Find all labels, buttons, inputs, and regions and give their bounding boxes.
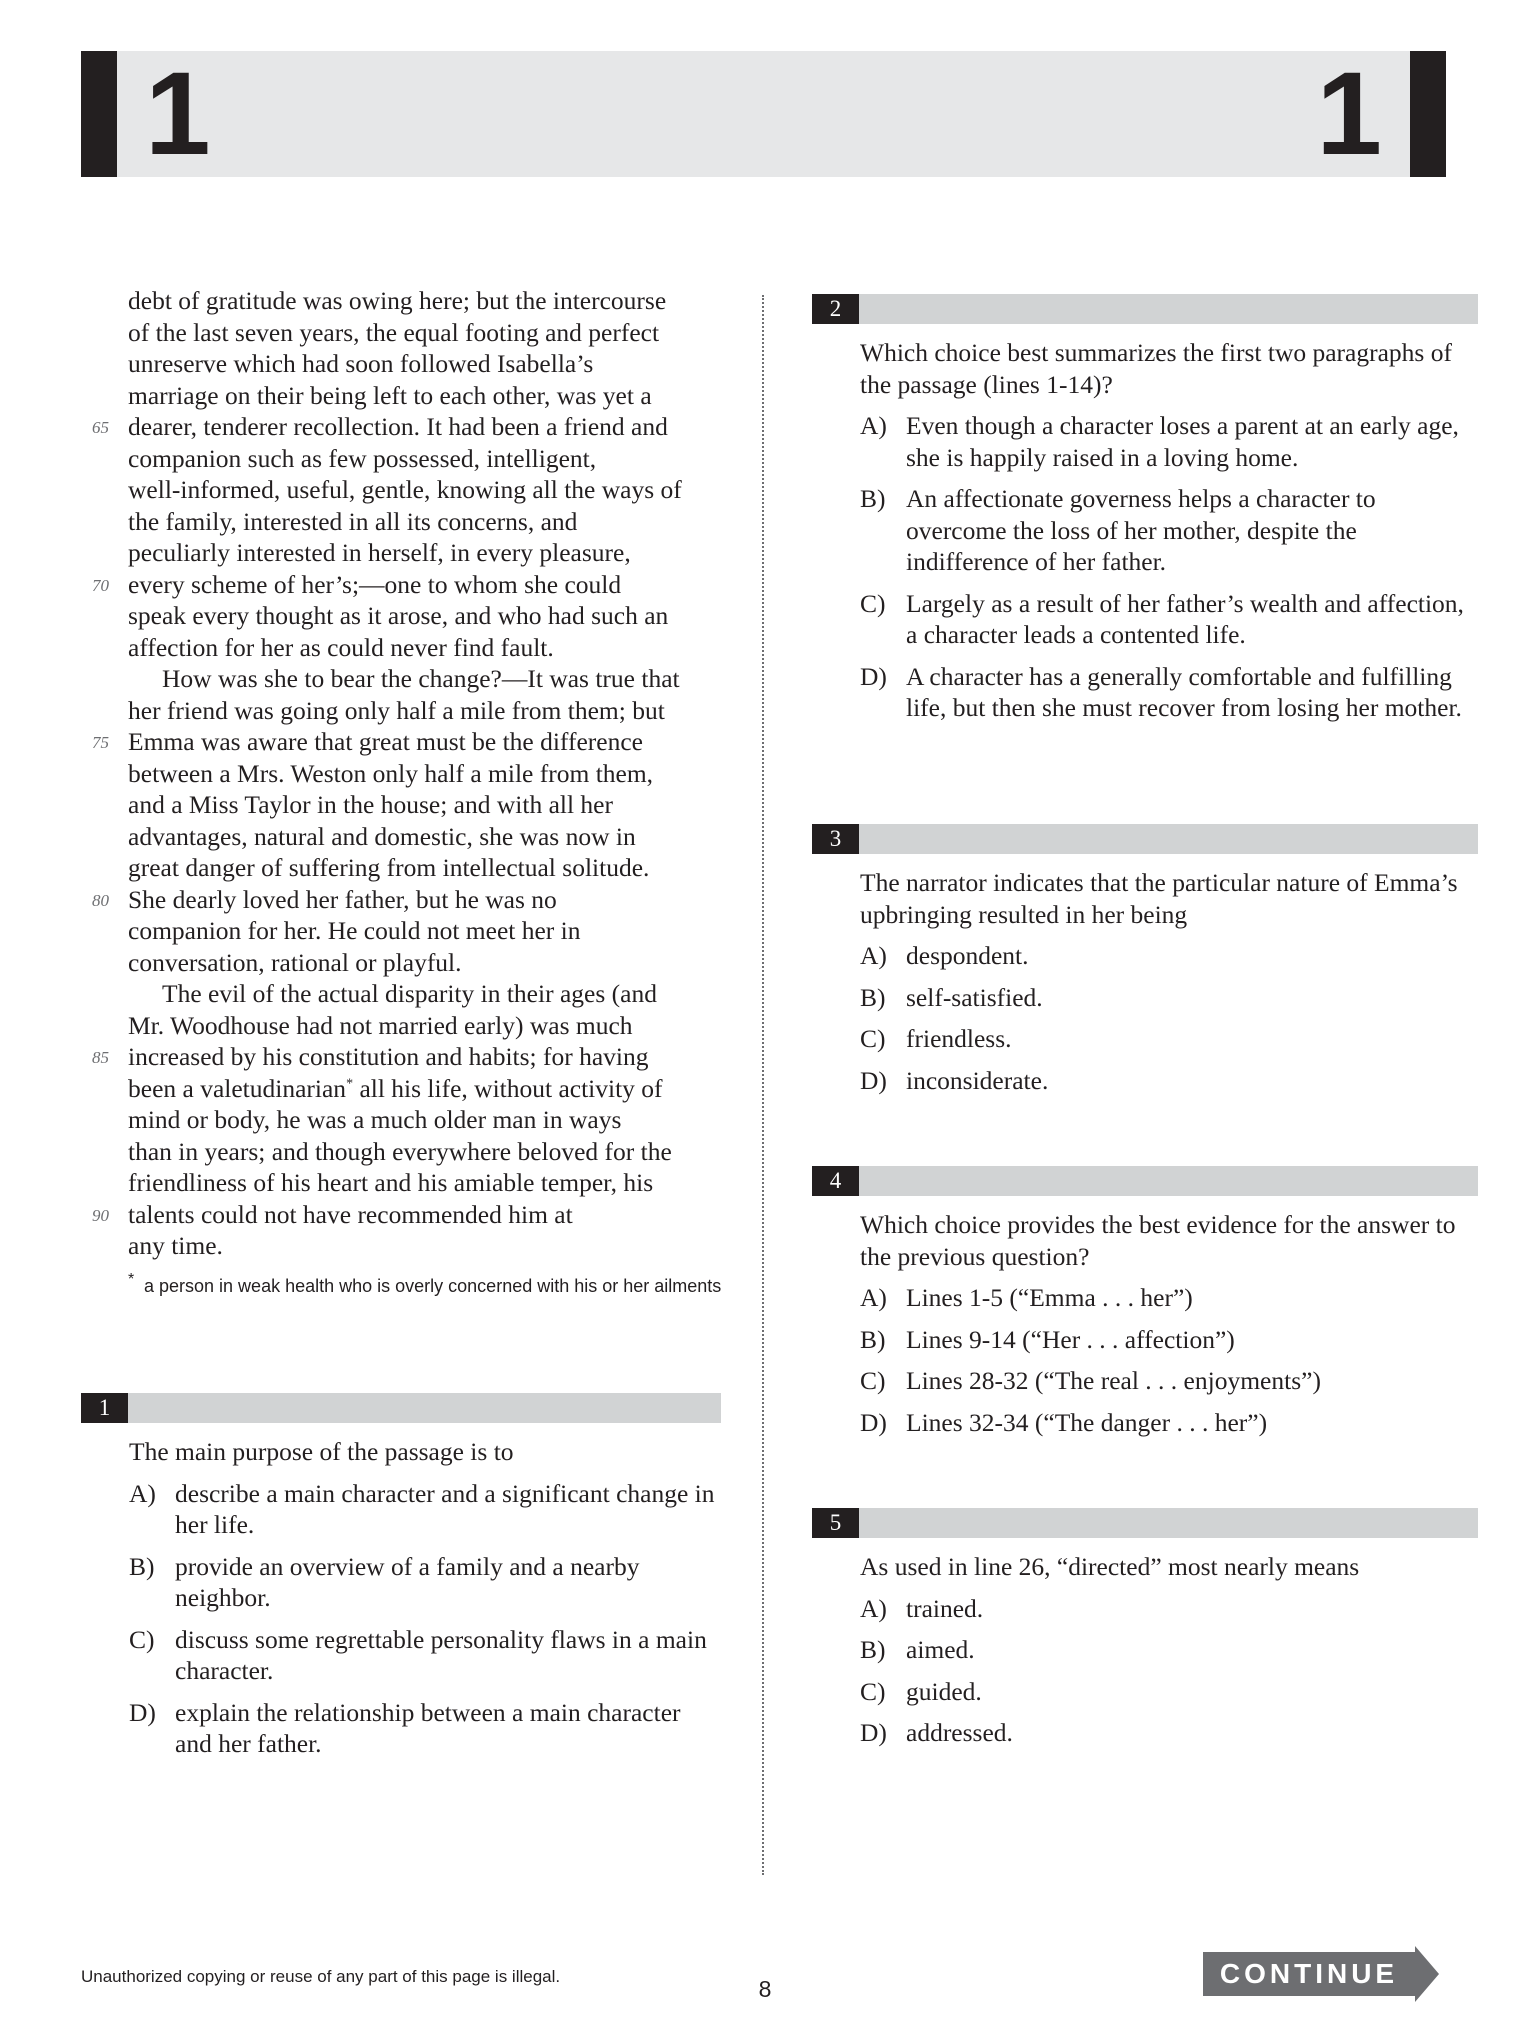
choice-text: Lines 32-34 (“The danger . . . her”) [906, 1407, 1268, 1437]
choice-text: self-satisfied. [906, 982, 1043, 1012]
line-number: 85 [92, 1048, 109, 1067]
passage-line [128, 600, 728, 632]
line-text-main: and a Miss Taylor in the house; and with all her [128, 790, 613, 819]
question-stem: Which choice best summarizes the first two paragraphs of the passage (lines 1-14)? [860, 338, 1452, 399]
choice-label: C) [129, 1624, 155, 1654]
line-text-main: She dearly loved her father, but he was no [128, 884, 557, 914]
line-text [128, 444, 596, 473]
passage-line [128, 474, 728, 506]
choice-label: D) [860, 661, 887, 691]
section-number-right: 1 [1316, 48, 1382, 180]
line-text [128, 1042, 649, 1071]
passage-line [128, 1073, 728, 1105]
passage-line [128, 947, 728, 979]
line-text-main: The evil of the actual disparity in their ages (and [162, 979, 657, 1008]
line-text [128, 759, 653, 788]
question-number: 1 [81, 1393, 128, 1423]
question-number: 3 [812, 824, 859, 854]
choice-label: C) [860, 1366, 886, 1395]
line-text-main: advantages, natural and domestic, she was now in [128, 821, 636, 851]
passage-lines [92, 285, 728, 1262]
passage-line [128, 1136, 728, 1168]
passage-line [128, 978, 728, 1010]
header-bar-left [81, 51, 117, 177]
line-text [128, 412, 668, 441]
question-3 [812, 824, 1478, 1106]
choice-label: B) [860, 1324, 886, 1354]
line-text [128, 349, 593, 378]
choice-text: despondent. [906, 941, 1029, 970]
choice-text: explain the relationship between a main character and her father. [175, 1697, 681, 1758]
line-text-main: speak every thought as it arose, and who had such an [128, 601, 669, 630]
answer-choice[interactable] [860, 1065, 1478, 1097]
continue-button[interactable] [1203, 1946, 1439, 2002]
line-text [128, 885, 557, 914]
line-number: 80 [92, 890, 109, 910]
line-text [128, 1168, 653, 1197]
line-text-main: than in years; and though everywhere beloved for the [128, 1136, 672, 1166]
choice-text: friendless. [906, 1024, 1012, 1053]
line-text [128, 1200, 573, 1229]
section-header [81, 48, 1446, 180]
line-text-main: affection for her as could never find fault. [128, 632, 554, 662]
section-number-left: 1 [145, 48, 211, 180]
question-stem: Which choice provides the best evidence for the answer to the previous question? [860, 1210, 1456, 1271]
answer-choices [860, 940, 1478, 1096]
line-text-main: of the last seven years, the equal footing and perfect [128, 317, 660, 347]
answer-choice[interactable] [129, 1697, 721, 1760]
choice-text: inconsiderate. [906, 1065, 1049, 1095]
footnote-text: a person in weak health who is overly concerned with his or her ailments [144, 1275, 722, 1296]
line-number: 90 [92, 1205, 109, 1225]
line-text-main: Mr. Woodhouse had not married early) was much [128, 1010, 633, 1040]
passage-line [128, 663, 728, 695]
answer-choice[interactable] [860, 1365, 1478, 1397]
choice-label: B) [129, 1551, 155, 1581]
line-text-main: conversation, rational or playful. [128, 947, 462, 977]
footnote-reference: * [346, 1076, 354, 1091]
question-1 [81, 1393, 721, 1770]
question-stem: The main purpose of the passage is to [129, 1437, 514, 1466]
line-text-main: talents could not have recommended him at [128, 1199, 573, 1229]
answer-choice[interactable] [860, 1634, 1478, 1666]
passage-line [128, 789, 728, 821]
line-text-main: How was she to bear the change?—It was true that [162, 664, 680, 693]
page-number: 8 [758, 1976, 772, 2002]
line-text [128, 1011, 633, 1040]
choice-label: D) [129, 1697, 156, 1727]
line-text [128, 979, 657, 1008]
passage-line [128, 317, 728, 349]
choice-text: Lines 9-14 (“Her . . . affection”) [906, 1324, 1235, 1354]
passage-line [128, 380, 728, 412]
answer-choice[interactable] [860, 982, 1478, 1014]
line-text-main: Emma was aware that great must be the difference [128, 727, 643, 756]
passage-line [128, 1104, 728, 1136]
choice-label: C) [860, 1024, 886, 1053]
answer-choice[interactable] [860, 1676, 1478, 1708]
choice-label: B) [860, 484, 886, 513]
choice-label: C) [860, 588, 886, 618]
line-text-after: all his life, without activity of [353, 1073, 663, 1103]
line-text-main: debt of gratitude was owing here; but the intercourse [128, 286, 667, 315]
choice-text: guided. [906, 1676, 982, 1706]
answer-choice[interactable] [860, 661, 1478, 724]
line-text-main: her friend was going only half a mile from them; but [128, 695, 665, 725]
passage-line [128, 852, 728, 884]
line-text [128, 727, 643, 756]
line-text [128, 286, 666, 315]
choice-text: addressed. [906, 1718, 1013, 1747]
passage-line [92, 569, 728, 601]
line-text [128, 1137, 672, 1166]
answer-choice[interactable] [129, 1624, 721, 1687]
answer-choices [860, 410, 1478, 724]
line-text-main: the family, interested in all its concerns, and [128, 506, 578, 536]
line-text-main: mind or body, he was a much older man in ways [128, 1105, 622, 1134]
line-text-main: friendliness of his heart and his amiable temper, his [128, 1168, 654, 1197]
line-text-main: peculiarly interested in herself, in every pleasure, [128, 538, 631, 567]
answer-choice[interactable] [860, 1593, 1478, 1625]
question-bar [812, 1166, 1478, 1196]
passage-line [92, 1199, 728, 1231]
question-stem: As used in line 26, “directed” most nearly means [860, 1552, 1360, 1581]
line-text-main: any time. [128, 1231, 223, 1260]
choice-text: An affectionate governess helps a character to overcome the loss of her mother, despite the indifference of her father. [906, 484, 1376, 576]
answer-choice[interactable] [860, 1717, 1478, 1749]
line-text-main: great danger of suffering from intellectual solitude. [128, 853, 650, 882]
column-divider [762, 295, 764, 1875]
footnote-mark: * [128, 1270, 135, 1288]
passage-line [128, 821, 728, 853]
question-number: 4 [812, 1166, 859, 1196]
choice-label: A) [860, 1593, 887, 1623]
choice-text: Lines 1-5 (“Emma . . . her”) [906, 1283, 1193, 1312]
choice-text: discuss some regrettable personality flaws in a main character. [175, 1624, 707, 1685]
line-text [128, 853, 649, 882]
line-text-main: well-informed, useful, gentle, knowing all the ways of [128, 475, 682, 504]
line-text [128, 601, 668, 630]
line-number: 75 [92, 733, 109, 752]
choice-text: describe a main character and a significant change in her life. [175, 1478, 715, 1539]
line-text [128, 318, 659, 347]
line-text-main: increased by his constitution and habits; for having [128, 1042, 649, 1071]
footnote [128, 1270, 734, 1298]
line-text [128, 664, 680, 693]
answer-choices [860, 1593, 1478, 1749]
line-text-main: dearer, tenderer recollection. It had been a friend and [128, 412, 668, 441]
answer-choice[interactable] [860, 1407, 1478, 1439]
choice-label: D) [860, 1065, 887, 1095]
line-text-main: between a Mrs. Weston only half a mile from them, [128, 758, 654, 788]
choice-text: Lines 28-32 (“The real . . . enjoyments”) [906, 1366, 1321, 1395]
line-text [128, 822, 636, 851]
line-text [128, 633, 554, 662]
line-text [128, 570, 621, 599]
passage-line [128, 695, 728, 727]
choice-text: Even though a character loses a parent at an early age, she is happily raised in a loving home. [906, 411, 1459, 472]
question-5 [812, 1508, 1478, 1759]
passage-line [92, 411, 728, 443]
passage-line [92, 726, 728, 758]
passage-line [128, 506, 728, 538]
passage-line [128, 1010, 728, 1042]
line-text [128, 1105, 621, 1134]
passage-line [92, 1041, 728, 1073]
line-number: 70 [92, 575, 109, 595]
passage-line [128, 537, 728, 569]
answer-choices [129, 1478, 721, 1760]
passage-line [128, 915, 728, 947]
choice-text: Largely as a result of her father’s wealth and affection, a character leads a contented life. [906, 588, 1464, 649]
continue-label: CONTINUE [1219, 1958, 1399, 1989]
choice-label: A) [860, 941, 887, 970]
line-text-main: companion for her. He could not meet her in [128, 916, 581, 945]
header-bar-right [1410, 51, 1446, 177]
choice-label: B) [860, 982, 886, 1012]
question-bar [812, 294, 1478, 324]
line-text [128, 538, 631, 567]
answer-choice[interactable] [860, 1282, 1478, 1314]
passage-line [128, 758, 728, 790]
choice-text: aimed. [906, 1635, 975, 1664]
line-text [128, 696, 665, 725]
question-bar [812, 824, 1478, 854]
passage-line [92, 884, 728, 916]
line-text-main: been a valetudinarian [128, 1073, 347, 1103]
line-text-main: companion such as few possessed, intelligent, [128, 443, 597, 473]
line-text-main: marriage on their being left to each other, was yet a [128, 380, 652, 410]
line-text [128, 475, 682, 504]
passage-line [128, 632, 728, 664]
question-bar [812, 1508, 1478, 1538]
passage-line [128, 285, 728, 317]
answer-choice[interactable] [860, 1023, 1478, 1055]
question-bar [81, 1393, 721, 1423]
choice-label: A) [860, 1283, 887, 1312]
answer-choice[interactable] [860, 940, 1478, 972]
question-2 [812, 294, 1478, 734]
line-text [128, 790, 613, 819]
line-text [128, 507, 577, 536]
answer-choice[interactable] [129, 1478, 721, 1541]
line-text [128, 916, 581, 945]
passage-line [128, 348, 728, 380]
question-number: 5 [812, 1508, 859, 1538]
choice-text: provide an overview of a family and a nearby neighbor. [175, 1551, 640, 1612]
choice-label: D) [860, 1407, 887, 1437]
question-stem: The narrator indicates that the particular nature of Emma’s upbringing resulted in her being [860, 868, 1458, 929]
choice-text: trained. [906, 1593, 984, 1623]
line-text-main: every scheme of her’s;—one to whom she could [128, 569, 622, 599]
answer-choice[interactable] [860, 483, 1478, 578]
line-text-main: unreserve which had soon followed Isabella’s [128, 349, 594, 378]
question-number: 2 [812, 294, 859, 324]
answer-choice[interactable] [129, 1551, 721, 1614]
answer-choices [860, 1282, 1478, 1438]
line-number: 65 [92, 418, 109, 437]
choice-label: A) [860, 411, 887, 440]
question-4 [812, 1166, 1478, 1448]
line-text [128, 1231, 223, 1260]
choice-label: C) [860, 1676, 886, 1706]
choice-label: B) [860, 1635, 886, 1664]
answer-choice[interactable] [860, 1324, 1478, 1356]
answer-choice[interactable] [860, 588, 1478, 651]
line-text [128, 948, 462, 977]
choice-label: A) [129, 1478, 156, 1508]
answer-choice[interactable] [860, 410, 1478, 473]
line-text [128, 1074, 663, 1103]
choice-label: D) [860, 1718, 887, 1747]
choice-text: A character has a generally comfortable and fulfilling life, but then she must recover from losing her mother. [906, 661, 1462, 722]
copyright-notice: Unauthorized copying or reuse of any part of this page is illegal. [81, 1967, 561, 1986]
passage-line [128, 1167, 728, 1199]
passage-line [128, 443, 728, 475]
reading-passage [92, 285, 728, 1298]
line-text [128, 381, 652, 410]
passage-line [128, 1230, 728, 1262]
